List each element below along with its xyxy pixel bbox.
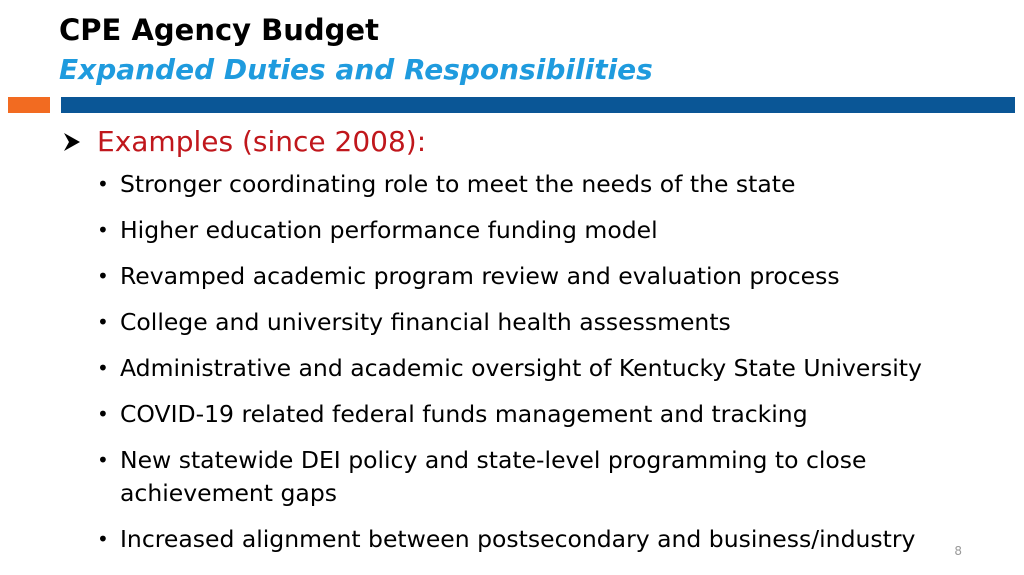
list-item-text: Administrative and academic oversight of Kentucky State University: [120, 354, 922, 382]
bullet-dot: •: [97, 448, 109, 472]
list-item: [97, 398, 1017, 431]
bullet-dot: •: [97, 402, 109, 426]
bullet-dot: •: [97, 172, 109, 196]
bullet-dot: •: [97, 356, 109, 380]
list-item: [97, 214, 1017, 247]
accent-bar-blue: [61, 97, 1015, 113]
list-item: [97, 260, 1017, 293]
page-number: 8: [954, 544, 962, 558]
arrow-bullet-icon: [62, 131, 82, 153]
list-item-text: College and university financial health assessments: [120, 308, 731, 336]
list-item-text: COVID-19 related federal funds management and tracking: [120, 400, 808, 428]
list-item: [97, 444, 1017, 510]
section-heading-text: Examples (since 2008):: [97, 125, 427, 158]
list-item: [97, 168, 1017, 201]
slide-title: CPE Agency Budget: [59, 13, 379, 47]
list-item-text: Stronger coordinating role to meet the needs of the state: [120, 170, 796, 198]
bullet-dot: •: [97, 310, 109, 334]
list-item-text: Revamped academic program review and evaluation process: [120, 262, 840, 290]
list-item-text: Increased alignment between postsecondary and business/industry: [120, 525, 916, 553]
list-item-text: Higher education performance funding model: [120, 216, 658, 244]
bullet-dot: •: [97, 527, 109, 551]
list-item: [97, 306, 1017, 339]
list-item: [97, 523, 1017, 556]
slide-subtitle: Expanded Duties and Responsibilities: [59, 53, 653, 86]
accent-bar-orange: [8, 97, 50, 113]
list-item: [97, 352, 1017, 385]
section-heading: [62, 123, 426, 161]
bullet-dot: •: [97, 218, 109, 242]
bullet-dot: •: [97, 264, 109, 288]
list-item-text: New statewide DEI policy and state-level programming to close achievement gaps: [120, 446, 867, 507]
bullet-list: [97, 168, 1017, 569]
